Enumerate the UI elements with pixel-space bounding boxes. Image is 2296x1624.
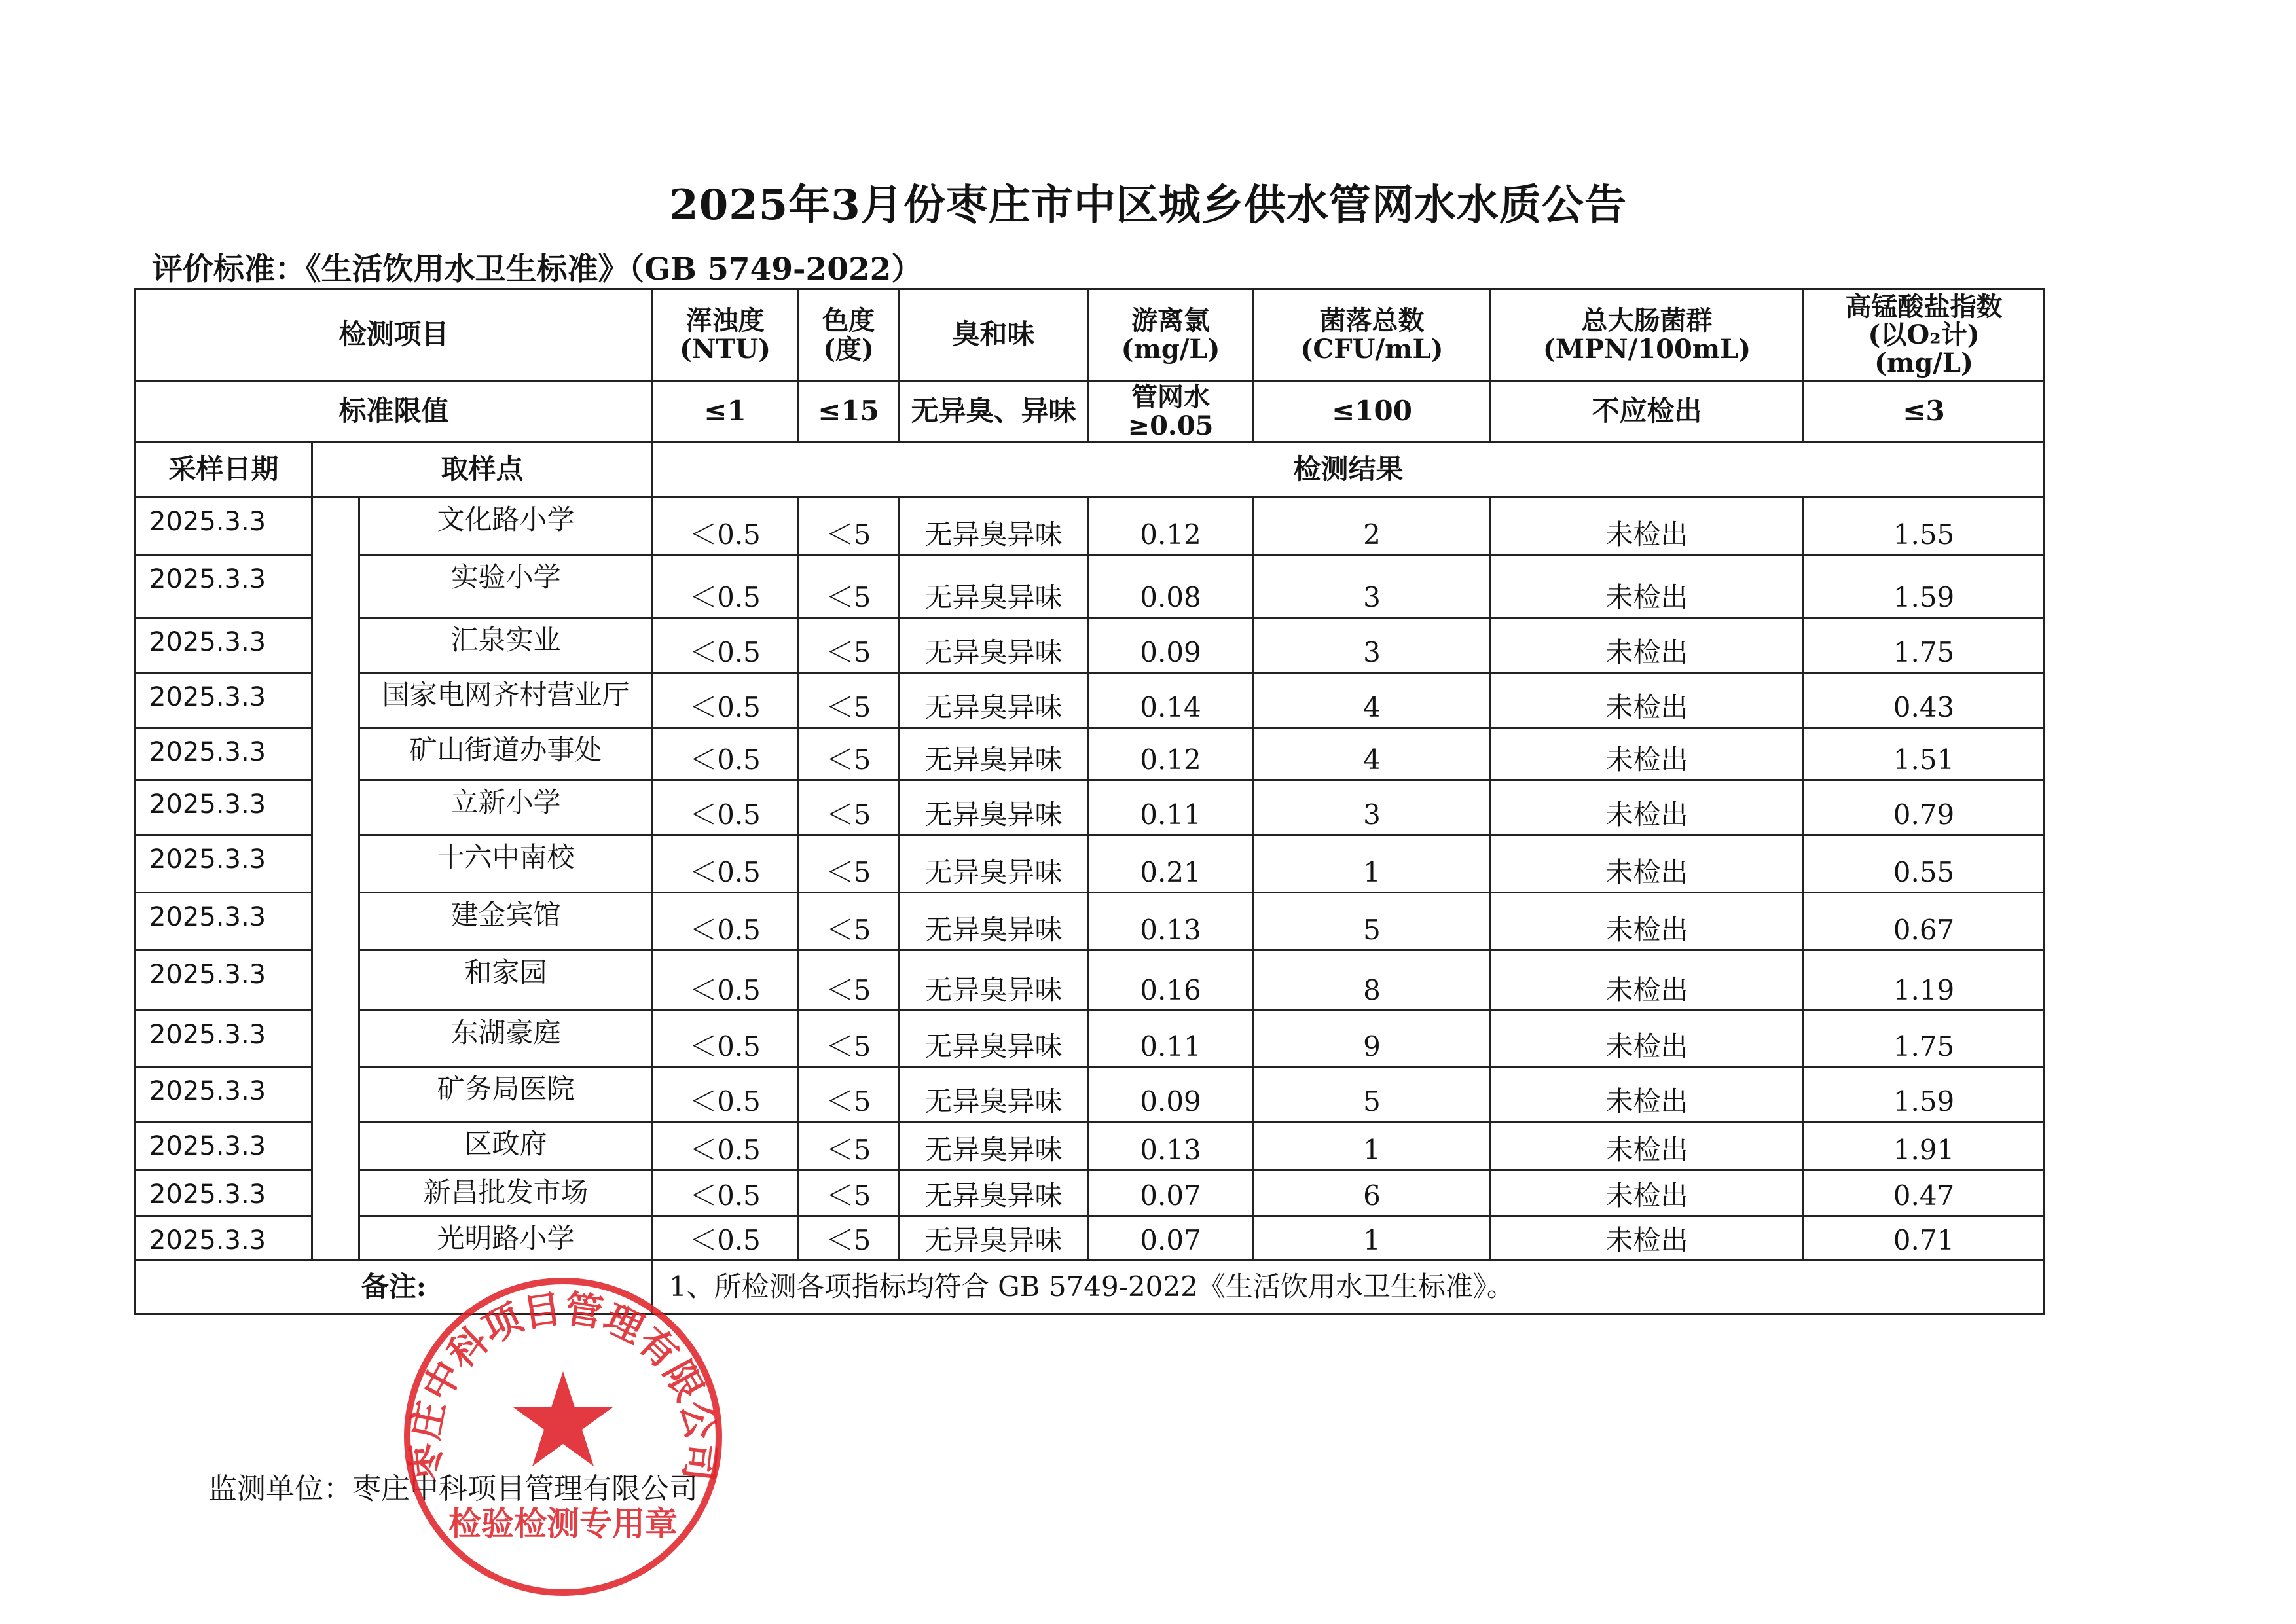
sampling-site: 实验小学 [359,555,653,618]
result-coliform: 未检出 [1491,497,1804,555]
sampling-site: 光明路小学 [359,1216,653,1261]
result-coliform: 未检出 [1491,950,1804,1011]
result-color: ＜5 [798,893,900,950]
col-header-colony: 菌落总数 (CFU/mL) [1254,289,1491,381]
result-color: ＜5 [798,1067,900,1122]
result-color: ＜5 [798,780,900,835]
seal-purpose-text: 检验检测专用章 [448,1504,678,1543]
result-colony: 3 [1254,618,1491,673]
result-odor: 无异臭异味 [900,1216,1088,1261]
result-coliform: 未检出 [1491,893,1804,950]
group-label [312,497,359,1170]
table-row [136,497,2045,555]
limit-turbidity: ≤1 [653,381,798,442]
result-colony: 4 [1254,673,1491,728]
result-color: ＜5 [798,1122,900,1170]
header-row [136,289,2045,381]
sampling-date: 2025.3.3 [136,618,312,673]
col-header-odor: 臭和味 [900,289,1088,381]
table-row [136,780,2045,835]
result-permanganate: 0.47 [1804,1170,2045,1216]
sampling-site: 十六中南校 [359,835,653,893]
result-odor: 无异臭异味 [900,497,1088,555]
result-colony: 5 [1254,893,1491,950]
result-chlorine: 0.11 [1088,780,1254,835]
result-odor: 无异臭异味 [900,1067,1088,1122]
sampling-date: 2025.3.3 [136,893,312,950]
result-chlorine: 0.08 [1088,555,1254,618]
result-odor: 无异臭异味 [900,1122,1088,1170]
result-colony: 1 [1254,835,1491,893]
result-permanganate: 1.59 [1804,1067,2045,1122]
result-turbidity: ＜0.5 [653,1170,798,1216]
sampling-date: 2025.3.3 [136,1067,312,1122]
result-turbidity: ＜0.5 [653,673,798,728]
sampling-date: 2025.3.3 [136,950,312,1011]
table-row [136,555,2045,618]
result-permanganate: 1.75 [1804,618,2045,673]
col-header-color: 色度 (度) [798,289,900,381]
sampling-site: 文化路小学 [359,497,653,555]
limit-permanganate: ≤3 [1804,381,2045,442]
result-colony: 9 [1254,1011,1491,1067]
sampling-date: 2025.3.3 [136,1216,312,1261]
limit-coliform: 不应检出 [1491,381,1804,442]
result-chlorine: 0.13 [1088,1122,1254,1170]
sampling-date: 2025.3.3 [136,780,312,835]
limits-label: 标准限值 [136,381,653,442]
result-chlorine: 0.09 [1088,1067,1254,1122]
result-turbidity: ＜0.5 [653,497,798,555]
result-coliform: 未检出 [1491,1067,1804,1122]
sampling-site: 建金宾馆 [359,893,653,950]
result-turbidity: ＜0.5 [653,1216,798,1261]
remark-text: 1、所检测各项指标均符合 GB 5749-2022《生活饮用水卫生标准》。 [653,1261,2045,1314]
sampling-date: 2025.3.3 [136,1122,312,1170]
limit-colony: ≤100 [1254,381,1491,442]
sampling-site: 矿务局医院 [359,1067,653,1122]
result-chlorine: 0.12 [1088,497,1254,555]
sampling-site-header: 取样点 [312,442,653,497]
result-odor: 无异臭异味 [900,728,1088,780]
item-label: 检测项目 [136,289,653,381]
result-permanganate: 1.59 [1804,555,2045,618]
result-colony: 6 [1254,1170,1491,1216]
result-color: ＜5 [798,555,900,618]
result-permanganate: 1.51 [1804,728,2045,780]
table-row [136,835,2045,893]
result-colony: 2 [1254,497,1491,555]
result-turbidity: ＜0.5 [653,1011,798,1067]
result-coliform: 未检出 [1491,673,1804,728]
result-color: ＜5 [798,835,900,893]
result-color: ＜5 [798,497,900,555]
result-color: ＜5 [798,728,900,780]
result-permanganate: 0.55 [1804,835,2045,893]
sampling-date: 2025.3.3 [136,673,312,728]
result-colony: 8 [1254,950,1491,1011]
water-quality-table [134,288,2045,1315]
col-header-permanganate: 高锰酸盐指数 (以O₂计) (mg/L) [1804,289,2045,381]
results-header: 检测结果 [653,442,2045,497]
sampling-date: 2025.3.3 [136,835,312,893]
sampling-date-header: 采样日期 [136,442,312,497]
seal-star-icon [513,1371,613,1466]
result-colony: 3 [1254,555,1491,618]
result-odor: 无异臭异味 [900,618,1088,673]
result-odor: 无异臭异味 [900,555,1088,618]
col-header-turbidity: 浑浊度 (NTU) [653,289,798,381]
result-colony: 1 [1254,1122,1491,1170]
result-chlorine: 0.09 [1088,618,1254,673]
result-odor: 无异臭异味 [900,673,1088,728]
table-row [136,673,2045,728]
result-chlorine: 0.11 [1088,1011,1254,1067]
table-row [136,1122,2045,1170]
sampling-date: 2025.3.3 [136,1011,312,1067]
col-header-chlorine: 游离氯 (mg/L) [1088,289,1254,381]
result-colony: 5 [1254,1067,1491,1122]
result-turbidity: ＜0.5 [653,950,798,1011]
result-chlorine: 0.13 [1088,893,1254,950]
group-label-continuation [312,1170,359,1261]
limits-row [136,381,2045,442]
result-odor: 无异臭异味 [900,893,1088,950]
result-permanganate: 1.19 [1804,950,2045,1011]
result-coliform: 未检出 [1491,1122,1804,1170]
result-odor: 无异臭异味 [900,1011,1088,1067]
sampling-site: 东湖豪庭 [359,1011,653,1067]
result-permanganate: 0.79 [1804,780,2045,835]
sampling-site: 国家电网齐村营业厅 [359,673,653,728]
evaluation-standard: 评价标准：《生活饮用水卫生标准》（GB 5749-2022） [152,251,922,287]
table-row [136,618,2045,673]
official-seal-stamp [393,1267,733,1607]
sampling-date: 2025.3.3 [136,497,312,555]
result-permanganate: 1.75 [1804,1011,2045,1067]
sampling-site: 新昌批发市场 [359,1170,653,1216]
result-turbidity: ＜0.5 [653,1122,798,1170]
col-header-coliform: 总大肠菌群 (MPN/100mL) [1491,289,1804,381]
table-row [136,1067,2045,1122]
sampling-date: 2025.3.3 [136,1170,312,1216]
result-odor: 无异臭异味 [900,1170,1088,1216]
result-turbidity: ＜0.5 [653,893,798,950]
result-chlorine: 0.21 [1088,835,1254,893]
sampling-site: 和家园 [359,950,653,1011]
limit-odor: 无异臭、异味 [900,381,1088,442]
result-permanganate: 1.91 [1804,1122,2045,1170]
result-chlorine: 0.12 [1088,728,1254,780]
table-row [136,728,2045,780]
result-permanganate: 0.67 [1804,893,2045,950]
result-odor: 无异臭异味 [900,835,1088,893]
table-row [136,1216,2045,1261]
sampling-date: 2025.3.3 [136,555,312,618]
remark-label: 备注: [136,1261,653,1314]
result-chlorine: 0.14 [1088,673,1254,728]
result-turbidity: ＜0.5 [653,555,798,618]
page-title: 2025年3月份枣庄市中区城乡供水管网水水质公告 [669,181,1627,230]
result-colony: 1 [1254,1216,1491,1261]
sub-header-row [136,442,2045,497]
result-chlorine: 0.07 [1088,1170,1254,1216]
result-coliform: 未检出 [1491,618,1804,673]
sampling-site: 矿山街道办事处 [359,728,653,780]
result-turbidity: ＜0.5 [653,1067,798,1122]
result-permanganate: 1.55 [1804,497,2045,555]
table-row [136,893,2045,950]
table-row [136,1170,2045,1216]
result-odor: 无异臭异味 [900,780,1088,835]
result-turbidity: ＜0.5 [653,835,798,893]
result-color: ＜5 [798,1216,900,1261]
result-turbidity: ＜0.5 [653,618,798,673]
result-colony: 4 [1254,728,1491,780]
result-permanganate: 0.43 [1804,673,2045,728]
result-coliform: 未检出 [1491,835,1804,893]
sampling-site: 区政府 [359,1122,653,1170]
result-color: ＜5 [798,1011,900,1067]
sampling-site: 立新小学 [359,780,653,835]
result-coliform: 未检出 [1491,555,1804,618]
limit-color: ≤15 [798,381,900,442]
result-colony: 3 [1254,780,1491,835]
result-color: ＜5 [798,950,900,1011]
result-coliform: 未检出 [1491,1216,1804,1261]
result-color: ＜5 [798,1170,900,1216]
seal-org-text: 枣庄中科项目管理有限公司 [402,1286,724,1484]
table-row [136,1011,2045,1067]
result-odor: 无异臭异味 [900,950,1088,1011]
result-turbidity: ＜0.5 [653,728,798,780]
result-color: ＜5 [798,673,900,728]
sampling-date: 2025.3.3 [136,728,312,780]
result-chlorine: 0.16 [1088,950,1254,1011]
monitoring-unit: 监测单位：枣庄中科项目管理有限公司 [208,1472,698,1506]
table-row [136,950,2045,1011]
result-coliform: 未检出 [1491,728,1804,780]
result-coliform: 未检出 [1491,780,1804,835]
limit-chlorine: 管网水 ≥0.05 [1088,381,1254,442]
result-coliform: 未检出 [1491,1170,1804,1216]
result-coliform: 未检出 [1491,1011,1804,1067]
result-color: ＜5 [798,618,900,673]
result-turbidity: ＜0.5 [653,780,798,835]
result-permanganate: 0.71 [1804,1216,2045,1261]
result-chlorine: 0.07 [1088,1216,1254,1261]
sampling-site: 汇泉实业 [359,618,653,673]
